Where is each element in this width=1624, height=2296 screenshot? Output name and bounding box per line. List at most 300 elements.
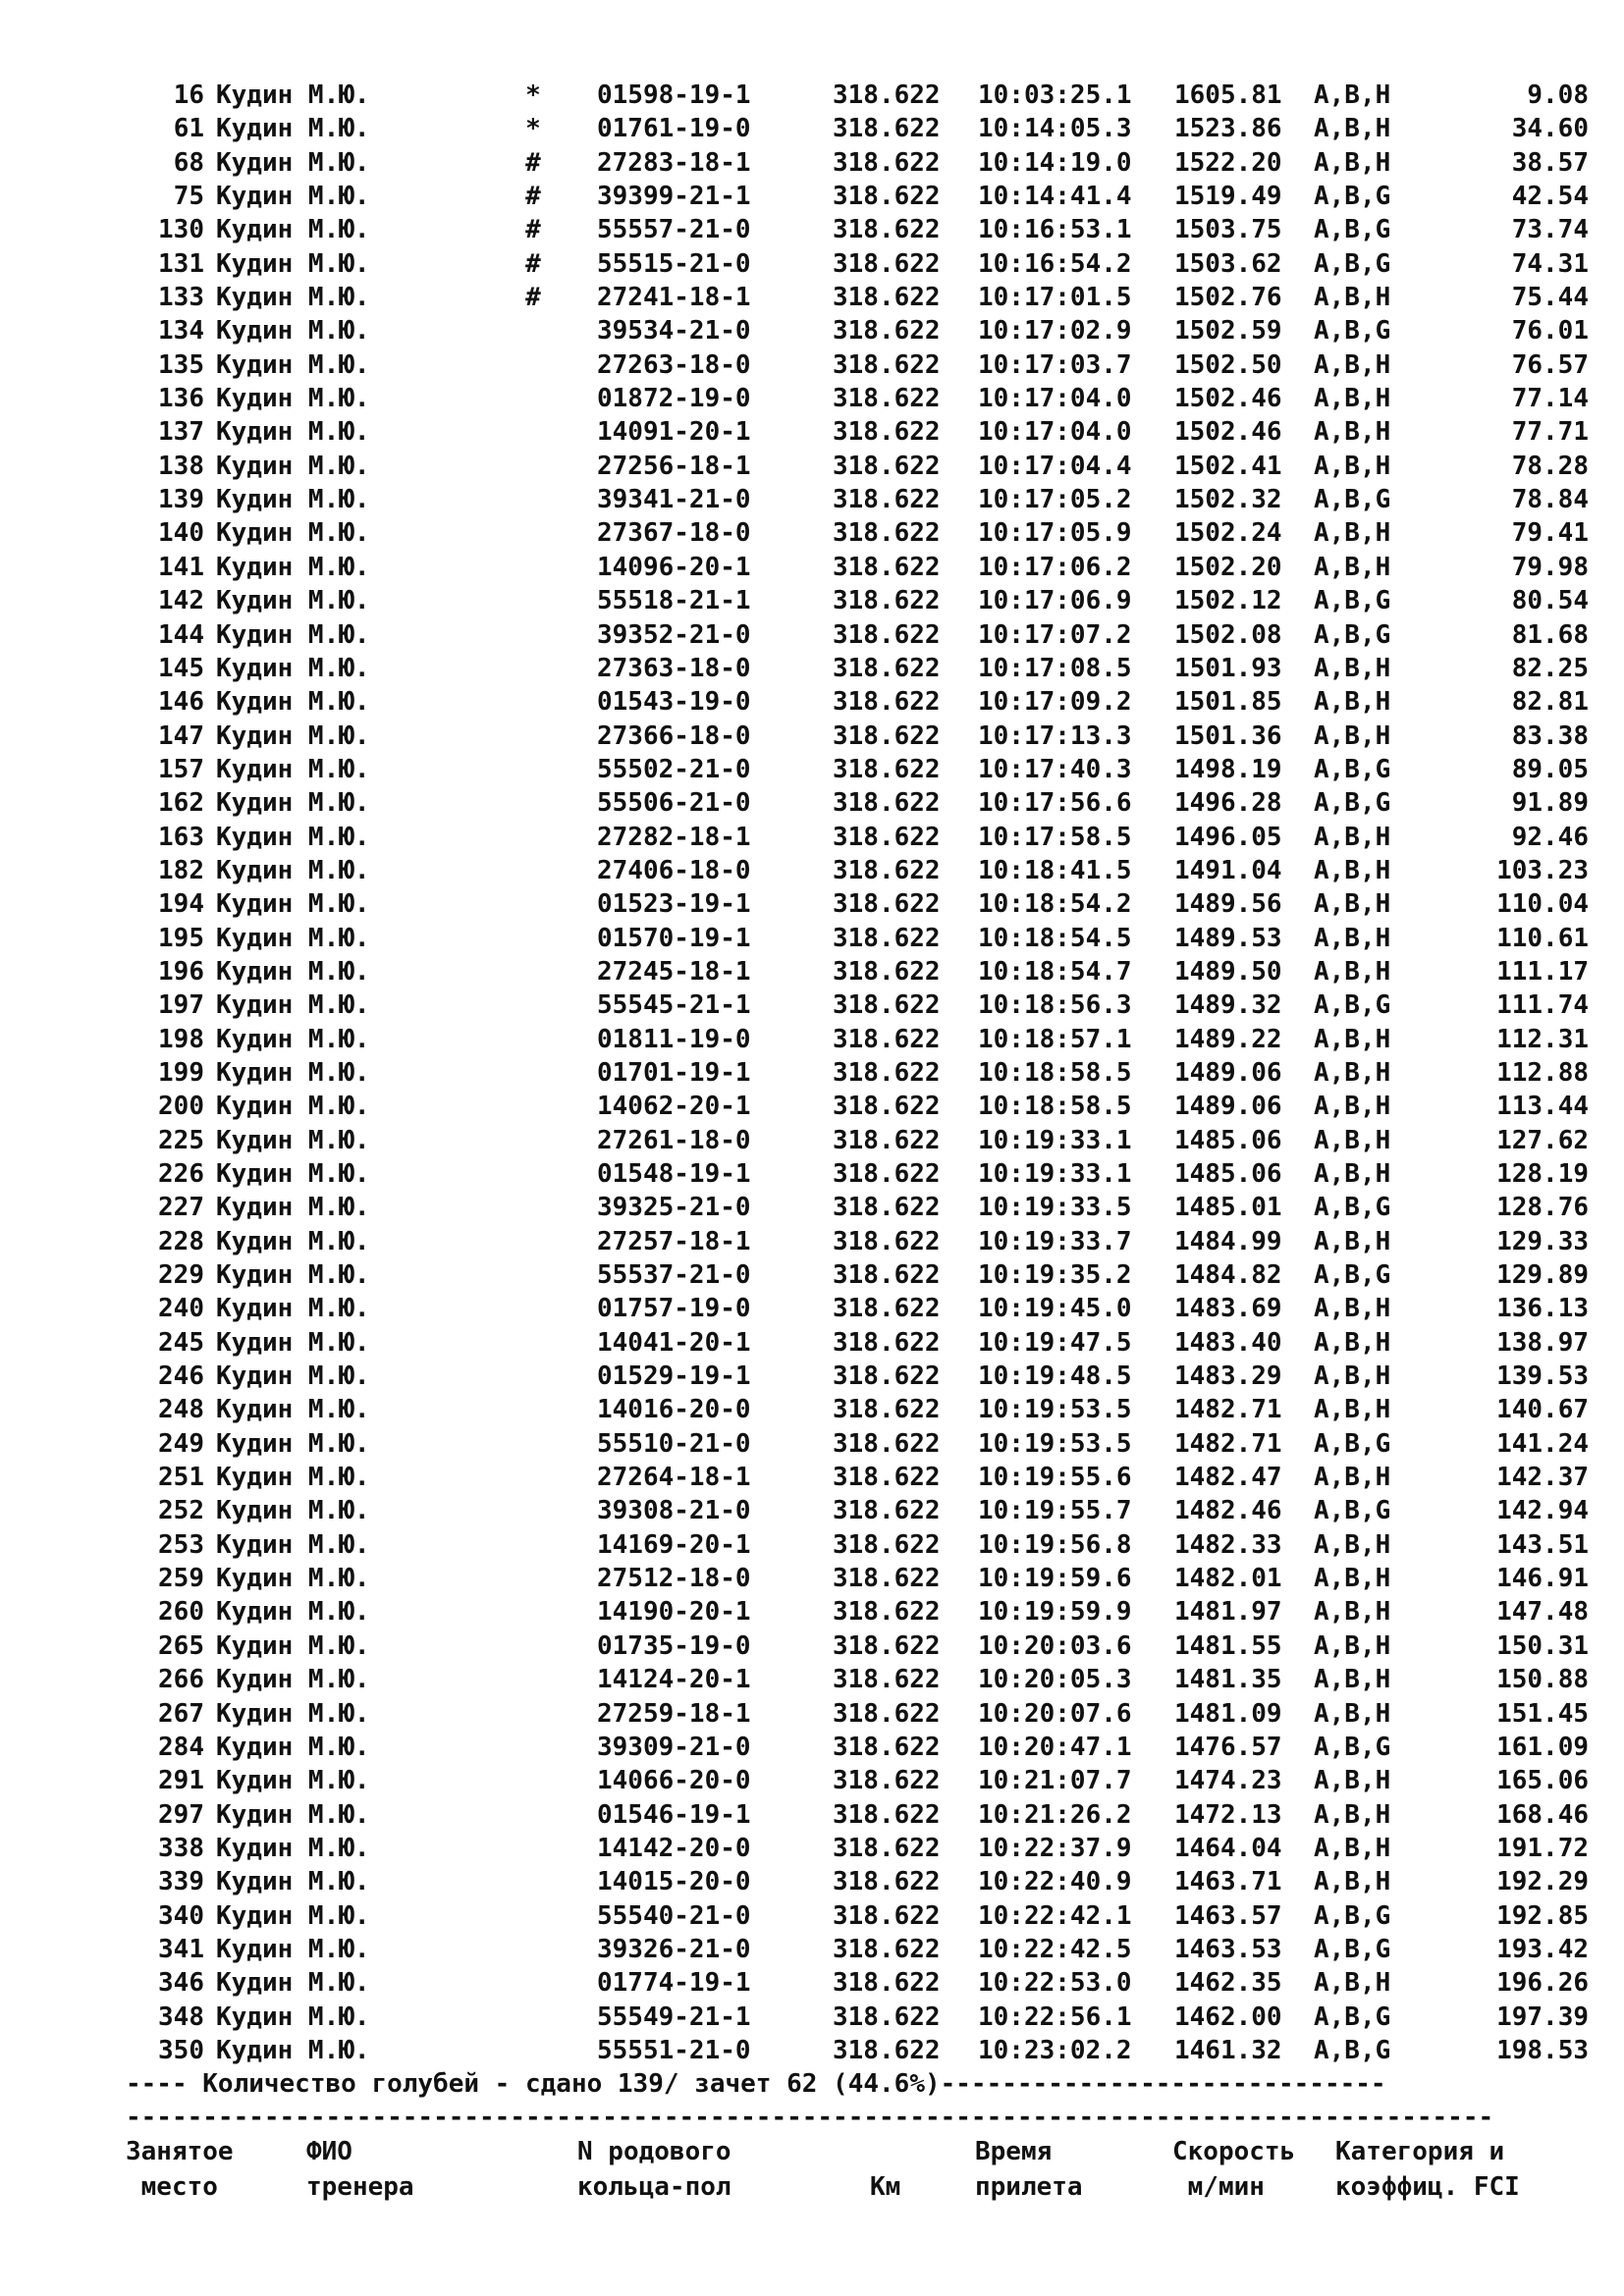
cell-speed: 1481.97 [1174,1597,1282,1628]
cell-mark: # [525,283,541,313]
cell-place: 284 [158,1732,204,1762]
cell-coefficient: 129.89 [1496,1260,1589,1291]
cell-ring-number: 14190-20-1 [597,1597,751,1628]
cell-ring-number: 55537-21-0 [597,1260,751,1291]
cell-category: A,B,H [1314,147,1391,178]
cell-ring-number: 01548-19-1 [597,1159,751,1189]
cell-place: 130 [158,215,204,245]
cell-category: A,B,H [1314,384,1391,414]
cell-trainer-name: Кудин М.Ю. [216,1934,370,1964]
cell-coefficient: 146.91 [1496,1564,1589,1594]
cell-coefficient: 79.41 [1511,518,1589,549]
cell-trainer-name: Кудин М.Ю. [216,586,370,616]
cell-distance: 318.622 [833,1057,941,1088]
cell-trainer-name: Кудин М.Ю. [216,1327,370,1358]
cell-place: 246 [158,1362,204,1392]
cell-arrival-time: 10:16:54.2 [978,248,1132,279]
cell-coefficient: 76.57 [1511,349,1589,380]
table-row [126,584,1598,617]
cell-place: 248 [158,1395,204,1425]
cell-distance: 318.622 [833,2002,941,2032]
cell-ring-number: 55557-21-0 [597,215,751,245]
cell-trainer-name: Кудин М.Ю. [216,1833,370,1863]
header-km-2: Км [870,2172,901,2203]
cell-speed: 1472.13 [1174,1799,1282,1830]
cell-coefficient: 139.53 [1496,1362,1589,1392]
cell-category: A,B,H [1314,687,1391,718]
cell-place: 348 [158,2002,204,2032]
cell-coefficient: 141.24 [1496,1428,1589,1459]
results-document [126,79,1598,2205]
cell-place: 199 [158,1057,204,1088]
table-row [126,79,1598,112]
cell-ring-number: 27257-18-1 [597,1226,751,1256]
cell-mark: # [525,248,541,279]
table-row [126,854,1598,887]
cell-arrival-time: 10:17:09.2 [978,687,1132,718]
table-row [126,382,1598,415]
cell-place: 144 [158,619,204,650]
cell-place: 138 [158,451,204,481]
cell-category: A,B,G [1314,316,1391,347]
table-row [126,2001,1598,2034]
cell-ring-number: 27263-18-0 [597,349,751,380]
cell-arrival-time: 10:17:08.5 [978,653,1132,683]
cell-trainer-name: Кудин М.Ю. [216,721,370,751]
table-row [126,652,1598,685]
cell-category: A,B,H [1314,1057,1391,1088]
cell-arrival-time: 10:14:41.4 [978,182,1132,212]
header-name-2: тренера [306,2172,414,2203]
cell-category: A,B,H [1314,1226,1391,1256]
header-category-2: коэффиц. FCI [1335,2172,1520,2203]
cell-coefficient: 42.54 [1511,182,1589,212]
cell-distance: 318.622 [833,990,941,1021]
cell-category: A,B,H [1314,1867,1391,1897]
table-row [126,247,1598,281]
cell-arrival-time: 10:17:04.4 [978,451,1132,481]
cell-place: 194 [158,889,204,920]
cell-category: A,B,G [1314,2002,1391,2032]
cell-trainer-name: Кудин М.Ю. [216,283,370,313]
cell-trainer-name: Кудин М.Ю. [216,316,370,347]
cell-ring-number: 01546-19-1 [597,1799,751,1830]
cell-mark: * [525,80,541,110]
cell-ring-number: 39309-21-0 [597,1732,751,1762]
cell-distance: 318.622 [833,1968,941,1999]
cell-distance: 318.622 [833,855,941,885]
table-row [126,213,1598,246]
cell-trainer-name: Кудин М.Ю. [216,1496,370,1526]
cell-arrival-time: 10:18:54.7 [978,956,1132,987]
cell-ring-number: 01761-19-0 [597,114,751,144]
table-row [126,922,1598,955]
cell-arrival-time: 10:18:41.5 [978,855,1132,885]
cell-speed: 1503.62 [1174,248,1282,279]
cell-speed: 1502.46 [1174,384,1282,414]
cell-arrival-time: 10:22:56.1 [978,2002,1132,2032]
cell-arrival-time: 10:17:03.7 [978,349,1132,380]
cell-arrival-time: 10:17:07.2 [978,619,1132,650]
cell-place: 136 [158,384,204,414]
cell-trainer-name: Кудин М.Ю. [216,147,370,178]
cell-speed: 1502.46 [1174,417,1282,448]
cell-trainer-name: Кудин М.Ю. [216,889,370,920]
cell-arrival-time: 10:21:07.7 [978,1766,1132,1796]
table-row [126,1191,1598,1224]
cell-speed: 1502.12 [1174,586,1282,616]
cell-trainer-name: Кудин М.Ю. [216,788,370,819]
cell-distance: 318.622 [833,1362,941,1392]
cell-trainer-name: Кудин М.Ю. [216,619,370,650]
cell-distance: 318.622 [833,653,941,683]
cell-coefficient: 140.67 [1496,1395,1589,1425]
cell-ring-number: 27363-18-0 [597,653,751,683]
cell-ring-number: 55506-21-0 [597,788,751,819]
cell-place: 240 [158,1294,204,1324]
cell-arrival-time: 10:19:33.7 [978,1226,1132,1256]
cell-trainer-name: Кудин М.Ю. [216,1665,370,1695]
cell-coefficient: 110.61 [1496,923,1589,953]
cell-trainer-name: Кудин М.Ю. [216,2002,370,2032]
cell-category: A,B,H [1314,1968,1391,1999]
cell-arrival-time: 10:17:05.2 [978,485,1132,515]
cell-distance: 318.622 [833,586,941,616]
cell-distance: 318.622 [833,1665,941,1695]
table-row [126,685,1598,719]
header-speed-2: м/мин [1172,2172,1265,2203]
cell-arrival-time: 10:22:37.9 [978,1833,1132,1863]
cell-category: A,B,G [1314,1732,1391,1762]
header-speed: Скорость [1172,2137,1296,2167]
cell-mark: # [525,215,541,245]
cell-distance: 318.622 [833,316,941,347]
cell-trainer-name: Кудин М.Ю. [216,451,370,481]
cell-distance: 318.622 [833,552,941,582]
cell-distance: 318.622 [833,417,941,448]
cell-category: A,B,H [1314,1665,1391,1695]
cell-ring-number: 14124-20-1 [597,1665,751,1695]
cell-coefficient: 73.74 [1511,215,1589,245]
table-row [126,955,1598,988]
table-row [126,1528,1598,1562]
cell-coefficient: 89.05 [1511,754,1589,784]
cell-coefficient: 197.39 [1496,2002,1589,2032]
table-row [126,821,1598,854]
cell-ring-number: 14016-20-0 [597,1395,751,1425]
cell-category: A,B,G [1314,248,1391,279]
cell-distance: 318.622 [833,1159,941,1189]
cell-trainer-name: Кудин М.Ю. [216,1092,370,1122]
cell-coefficient: 110.04 [1496,889,1589,920]
cell-category: A,B,H [1314,1529,1391,1560]
cell-coefficient: 81.68 [1511,619,1589,650]
cell-speed: 1482.01 [1174,1564,1282,1594]
cell-distance: 318.622 [833,822,941,852]
cell-place: 197 [158,990,204,1021]
cell-distance: 318.622 [833,923,941,953]
cell-speed: 1485.01 [1174,1193,1282,1223]
table-row [126,1494,1598,1527]
cell-distance: 318.622 [833,1193,941,1223]
table-row [126,618,1598,652]
cell-category: A,B,H [1314,1799,1391,1830]
cell-place: 75 [173,182,204,212]
cell-coefficient: 112.31 [1496,1024,1589,1054]
cell-category: A,B,G [1314,1428,1391,1459]
cell-category: A,B,H [1314,1362,1391,1392]
cell-category: A,B,G [1314,990,1391,1021]
cell-place: 157 [158,754,204,784]
cell-place: 61 [173,114,204,144]
cell-coefficient: 82.81 [1511,687,1589,718]
cell-ring-number: 27261-18-0 [597,1125,751,1155]
cell-ring-number: 01543-19-0 [597,687,751,718]
cell-speed: 1482.71 [1174,1395,1282,1425]
cell-speed: 1489.32 [1174,990,1282,1021]
cell-arrival-time: 10:19:45.0 [978,1294,1132,1324]
cell-speed: 1522.20 [1174,147,1282,178]
cell-coefficient: 77.14 [1511,384,1589,414]
cell-coefficient: 196.26 [1496,1968,1589,1999]
cell-coefficient: 191.72 [1496,1833,1589,1863]
cell-speed: 1496.05 [1174,822,1282,852]
cell-arrival-time: 10:19:47.5 [978,1327,1132,1358]
cell-mark: # [525,182,541,212]
cell-speed: 1523.86 [1174,114,1282,144]
cell-coefficient: 112.88 [1496,1057,1589,1088]
cell-trainer-name: Кудин М.Ю. [216,114,370,144]
cell-distance: 318.622 [833,1463,941,1493]
separator-rule: ----------------------------------------------------------------------------------------- [126,2103,1494,2133]
cell-trainer-name: Кудин М.Ю. [216,1226,370,1256]
cell-coefficient: 83.38 [1511,721,1589,751]
cell-ring-number: 39325-21-0 [597,1193,751,1223]
cell-ring-number: 27245-18-1 [597,956,751,987]
cell-speed: 1485.06 [1174,1159,1282,1189]
cell-place: 200 [158,1092,204,1122]
cell-speed: 1483.29 [1174,1362,1282,1392]
cell-arrival-time: 10:19:33.5 [978,1193,1132,1223]
cell-speed: 1489.53 [1174,923,1282,953]
header-time: Время [975,2137,1053,2167]
cell-trainer-name: Кудин М.Ю. [216,855,370,885]
cell-ring-number: 55540-21-0 [597,1900,751,1931]
table-row [126,988,1598,1022]
cell-place: 163 [158,822,204,852]
cell-distance: 318.622 [833,1226,941,1256]
cell-place: 227 [158,1193,204,1223]
cell-distance: 318.622 [833,215,941,245]
column-header-line-1 [126,2134,1598,2169]
cell-speed: 1483.69 [1174,1294,1282,1324]
cell-arrival-time: 10:19:59.6 [978,1564,1132,1594]
cell-coefficient: 147.48 [1496,1597,1589,1628]
cell-ring-number: 01598-19-1 [597,80,751,110]
cell-arrival-time: 10:17:56.6 [978,788,1132,819]
cell-place: 225 [158,1125,204,1155]
cell-coefficient: 192.29 [1496,1867,1589,1897]
cell-trainer-name: Кудин М.Ю. [216,990,370,1021]
cell-ring-number: 01570-19-1 [597,923,751,953]
cell-place: 131 [158,248,204,279]
table-row [126,1023,1598,1056]
cell-category: A,B,H [1314,1327,1391,1358]
cell-place: 147 [158,721,204,751]
cell-arrival-time: 10:22:40.9 [978,1867,1132,1897]
cell-speed: 1482.46 [1174,1496,1282,1526]
cell-distance: 318.622 [833,687,941,718]
cell-ring-number: 01523-19-1 [597,889,751,920]
cell-trainer-name: Кудин М.Ю. [216,552,370,582]
cell-distance: 318.622 [833,1024,941,1054]
cell-category: A,B,H [1314,1630,1391,1661]
cell-coefficient: 138.97 [1496,1327,1589,1358]
cell-place: 196 [158,956,204,987]
cell-place: 338 [158,1833,204,1863]
cell-ring-number: 55515-21-0 [597,248,751,279]
cell-ring-number: 39326-21-0 [597,1934,751,1964]
cell-trainer-name: Кудин М.Ю. [216,1564,370,1594]
cell-trainer-name: Кудин М.Ю. [216,182,370,212]
cell-ring-number: 27264-18-1 [597,1463,751,1493]
cell-distance: 318.622 [833,1260,941,1291]
cell-distance: 318.622 [833,754,941,784]
cell-arrival-time: 10:19:55.6 [978,1463,1132,1493]
cell-coefficient: 77.71 [1511,417,1589,448]
cell-category: A,B,G [1314,754,1391,784]
cell-ring-number: 01735-19-0 [597,1630,751,1661]
cell-category: A,B,H [1314,956,1391,987]
cell-arrival-time: 10:21:26.2 [978,1799,1132,1830]
cell-place: 249 [158,1428,204,1459]
cell-trainer-name: Кудин М.Ю. [216,1968,370,1999]
cell-distance: 318.622 [833,2035,941,2065]
cell-arrival-time: 10:14:05.3 [978,114,1132,144]
cell-ring-number: 27259-18-1 [597,1698,751,1729]
cell-category: A,B,H [1314,80,1391,110]
cell-arrival-time: 10:23:02.2 [978,2035,1132,2065]
cell-trainer-name: Кудин М.Ю. [216,384,370,414]
table-row [126,1697,1598,1731]
cell-coefficient: 78.28 [1511,451,1589,481]
cell-coefficient: 129.33 [1496,1226,1589,1256]
cell-trainer-name: Кудин М.Ю. [216,518,370,549]
cell-distance: 318.622 [833,1327,941,1358]
cell-arrival-time: 10:19:53.5 [978,1428,1132,1459]
cell-distance: 318.622 [833,147,941,178]
cell-distance: 318.622 [833,1867,941,1897]
cell-arrival-time: 10:19:53.5 [978,1395,1132,1425]
header-name: ФИО [306,2137,352,2167]
cell-category: A,B,H [1314,1159,1391,1189]
cell-ring-number: 14062-20-1 [597,1092,751,1122]
table-row [126,1360,1598,1393]
cell-distance: 318.622 [833,1092,941,1122]
cell-place: 228 [158,1226,204,1256]
cell-ring-number: 27512-18-0 [597,1564,751,1594]
cell-category: A,B,G [1314,788,1391,819]
cell-trainer-name: Кудин М.Ю. [216,248,370,279]
cell-place: 133 [158,283,204,313]
cell-speed: 1502.32 [1174,485,1282,515]
cell-distance: 318.622 [833,1732,941,1762]
cell-ring-number: 27282-18-1 [597,822,751,852]
table-row [126,1832,1598,1865]
cell-arrival-time: 10:17:02.9 [978,316,1132,347]
cell-arrival-time: 10:20:07.6 [978,1698,1132,1729]
cell-arrival-time: 10:17:05.9 [978,518,1132,549]
header-time-2: прилета [975,2172,1083,2203]
cell-ring-number: 27241-18-1 [597,283,751,313]
cell-ring-number: 55518-21-1 [597,586,751,616]
cell-place: 291 [158,1766,204,1796]
cell-place: 135 [158,349,204,380]
cell-trainer-name: Кудин М.Ю. [216,1799,370,1830]
cell-arrival-time: 10:17:06.2 [978,552,1132,582]
cell-trainer-name: Кудин М.Ю. [216,1766,370,1796]
cell-place: 229 [158,1260,204,1291]
cell-place: 297 [158,1799,204,1830]
cell-place: 245 [158,1327,204,1358]
cell-ring-number: 01529-19-1 [597,1362,751,1392]
cell-ring-number: 14091-20-1 [597,417,751,448]
table-row [126,281,1598,314]
cell-coefficient: 150.31 [1496,1630,1589,1661]
cell-place: 195 [158,923,204,953]
cell-mark: # [525,147,541,178]
cell-coefficient: 128.19 [1496,1159,1589,1189]
cell-speed: 1463.53 [1174,1934,1282,1964]
cell-speed: 1503.75 [1174,215,1282,245]
table-row [126,348,1598,382]
cell-speed: 1463.57 [1174,1900,1282,1931]
cell-trainer-name: Кудин М.Ю. [216,1294,370,1324]
cell-mark: * [525,114,541,144]
cell-trainer-name: Кудин М.Ю. [216,485,370,515]
cell-speed: 1502.08 [1174,619,1282,650]
table-row [126,1731,1598,1764]
table-row [126,1899,1598,1933]
table-row [126,1258,1598,1292]
cell-trainer-name: Кудин М.Ю. [216,1463,370,1493]
cell-trainer-name: Кудин М.Ю. [216,1362,370,1392]
cell-distance: 318.622 [833,889,941,920]
cell-trainer-name: Кудин М.Ю. [216,1732,370,1762]
cell-distance: 318.622 [833,80,941,110]
table-row [126,1966,1598,2000]
cell-ring-number: 27366-18-0 [597,721,751,751]
cell-coefficient: 34.60 [1511,114,1589,144]
table-row [126,1865,1598,1898]
cell-ring-number: 01701-19-1 [597,1057,751,1088]
cell-distance: 318.622 [833,619,941,650]
cell-speed: 1483.40 [1174,1327,1282,1358]
cell-arrival-time: 10:18:54.5 [978,923,1132,953]
cell-category: A,B,H [1314,1698,1391,1729]
cell-place: 162 [158,788,204,819]
cell-distance: 318.622 [833,1564,941,1594]
cell-speed: 1502.24 [1174,518,1282,549]
cell-ring-number: 39341-21-0 [597,485,751,515]
cell-arrival-time: 10:17:13.3 [978,721,1132,751]
cell-arrival-time: 10:22:53.0 [978,1968,1132,1999]
cell-place: 341 [158,1934,204,1964]
cell-speed: 1489.22 [1174,1024,1282,1054]
cell-trainer-name: Кудин М.Ю. [216,215,370,245]
cell-speed: 1489.06 [1174,1057,1282,1088]
cell-arrival-time: 10:22:42.1 [978,1900,1132,1931]
